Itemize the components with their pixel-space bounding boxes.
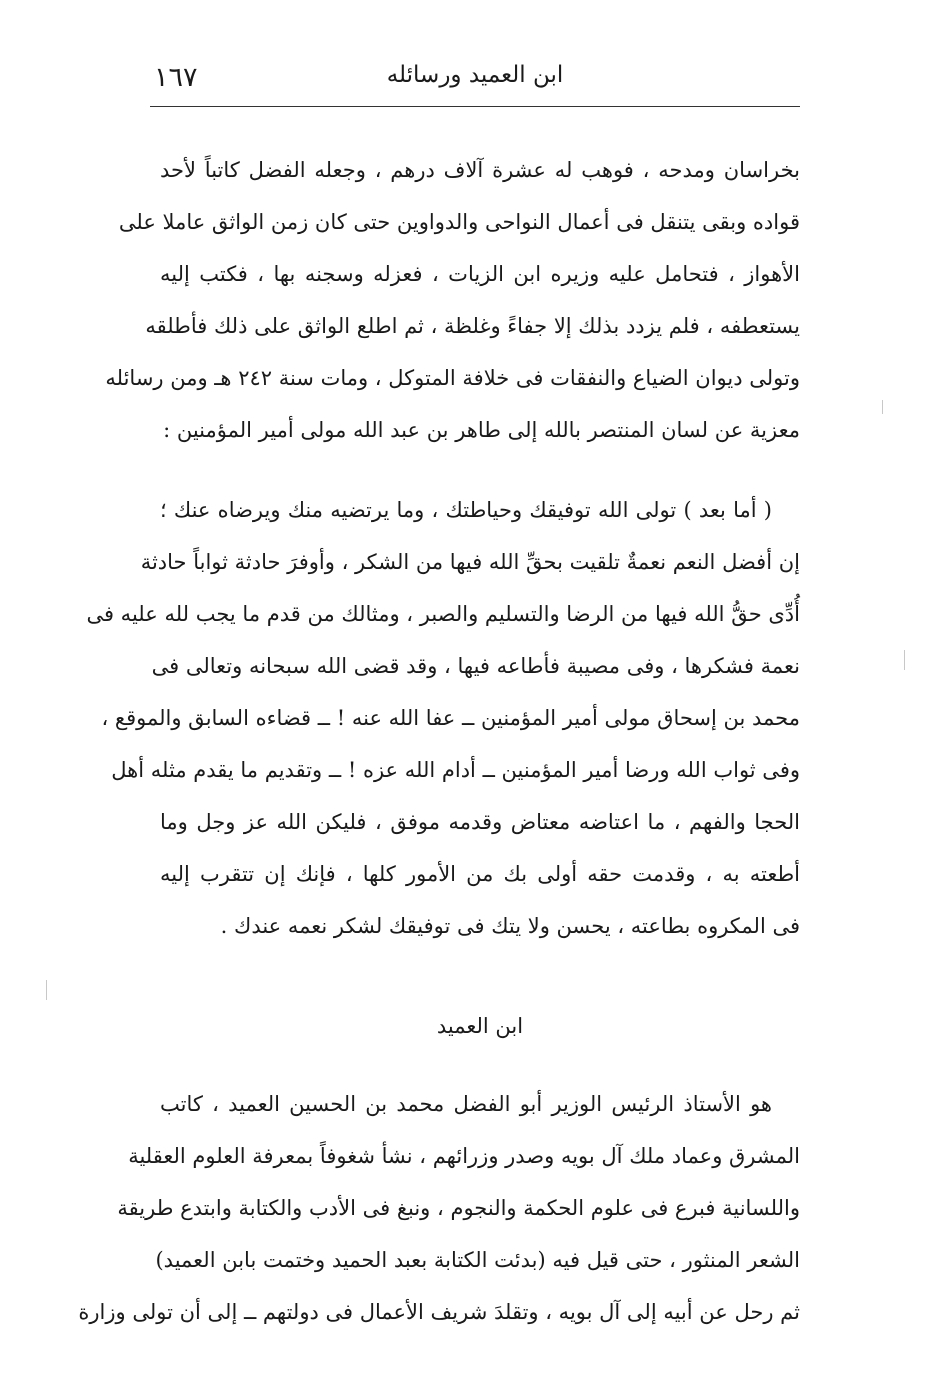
text-line: وتولى ديوان الضياع والنفقات فى خلافة المتوكل ، ومات سنة ٢٤٢ هـ ومن رسائله: [105, 366, 800, 390]
text-line: المشرق وعماد ملك آل بويه وصدر وزرائهم ، نشأ شغوفاً بمعرفة العلوم العقلية: [128, 1144, 800, 1168]
text-line: ثم رحل عن أبيه إلى آل بويه ، وتقلدَ شريف الأعمال فى دولتهم ــ إلى أن تولى وزارة: [78, 1300, 800, 1324]
text-line: هو الأستاذ الرئيس الوزير أبو الفضل محمد بن الحسين العميد ، كاتب: [160, 1092, 772, 1116]
text-line: معزية عن لسان المنتصر بالله إلى طاهر بن عبد الله مولى أمير المؤمنين :: [163, 418, 800, 442]
text-line: بخراسان ومدحه ، فوهب له عشرة آلاف درهم ، وجعله الفضل كاتباً لأحد: [160, 158, 800, 182]
scan-mark: [882, 400, 883, 414]
running-title: ابن العميد ورسائله: [386, 62, 564, 88]
text-line: فى المكروه بطاعته ، يحسن ولا يتك فى توفيقك لشكر نعمه عندك .: [220, 914, 800, 938]
text-line: ( أما بعد ) تولى الله توفيقك وحياطتك ، وما يرتضيه منك ويرضاه عنك ؛: [160, 498, 772, 522]
text-line: نعمة فشكرها ، وفى مصيبة فأطاعه فيها ، وقد قضى الله سبحانه وتعالى فى: [151, 654, 800, 678]
page-number: ١٦٧: [154, 62, 198, 93]
scan-mark: [46, 980, 47, 1000]
text-line: الشعر المنثور ، حتى قيل فيه (بدئت الكتابة بعبد الحميد وختمت بابن العميد): [155, 1248, 800, 1272]
scan-mark: [904, 650, 905, 670]
text-line: الأهواز ، فتحامل عليه وزيره ابن الزيات ، فعزله وسجنه بها ، فكتب إليه: [160, 262, 800, 286]
paragraph-ibn-al-amid: [78, 1078, 800, 1338]
page-header: [150, 58, 800, 98]
text-line: محمد بن إسحاق مولى أمير المؤمنين ــ عفا الله عنه ! ــ قضاءه السابق والموقع ،: [101, 706, 800, 730]
text-line: وفى ثواب الله ورضا أمير المؤمنين ــ أدام الله عزه ! ــ وتقديم ما يقدم مثله أهل: [111, 758, 800, 782]
text-line: الحجا والفهم ، ما اعتاضه معتاض وقدمه موفق ، فليكن الله عز وجل وما: [160, 810, 800, 834]
section-heading: ابن العميد: [436, 1014, 524, 1038]
text-line: قواده وبقى يتنقل فى أعمال النواحى والدواوين حتى كان زمن الواثق عاملا على: [118, 210, 800, 234]
text-line: إن أفضل النعم نعمةٌ تلقيت بحقِّ الله فيها من الشكر ، وأوفرَ حادثة ثواباً حادثة: [140, 550, 800, 574]
paragraph-biography-intro: [105, 144, 800, 456]
text-line: أطعته به ، وقدمت حقه أولى بك من الأمور كلها ، فإنك إن تتقرب إليه: [160, 862, 801, 886]
paragraph-letter: [86, 484, 801, 952]
text-line: يستعطفه ، فلم يزدد بذلك إلا جفاءً وغلظة ، ثم اطلع الواثق على ذلك فأطلقه: [145, 314, 800, 338]
header-divider: [150, 106, 800, 107]
text-line: أُدِّى حقُّ الله فيها من الرضا والتسليم والصبر ، ومثالك من قدم ما يجب لله عليه فى: [86, 602, 800, 626]
text-line: واللسانية فبرع فى علوم الحكمة والنجوم ، ونبغ فى الأدب والكتابة وابتدع طريقة: [117, 1196, 800, 1220]
